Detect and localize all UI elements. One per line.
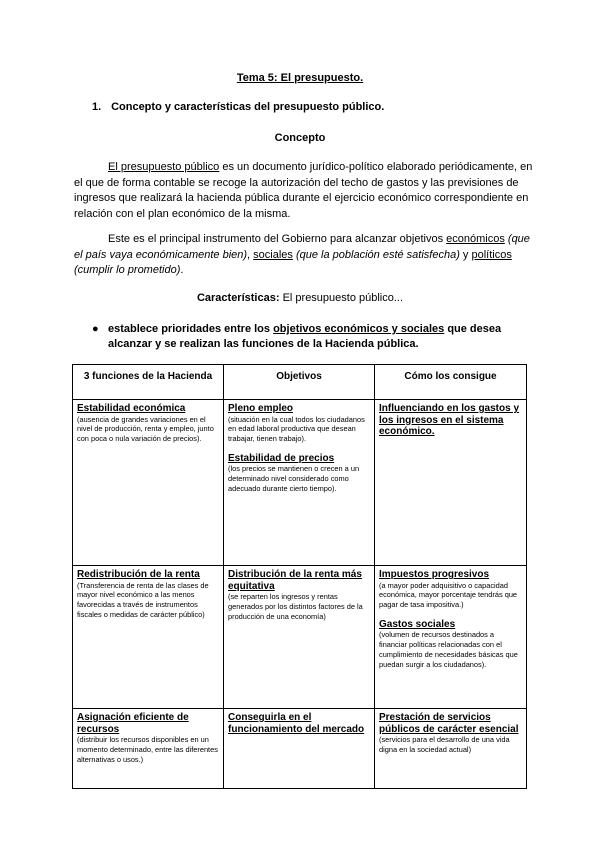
cell-heading: Prestación de servicios públicos de carácter esencial (379, 712, 519, 735)
table-row (73, 566, 527, 709)
cell-heading: Impuestos progresivos (379, 569, 490, 580)
objectives-intro: Este es el principal instrumento del Gobierno para alcanzar objetivos (108, 233, 447, 245)
header-funciones: 3 funciones de la Hacienda (73, 365, 224, 400)
cell-heading: Estabilidad de precios (228, 452, 335, 464)
cell-text: (distribuir los recursos disponibles en un momento determinado, entre las diferentes alternativas o usos.) (77, 735, 218, 764)
bullet-dot-icon: ● (92, 323, 99, 335)
cell-text: (situación en la cual todos los ciudadanos en edad laboral productiva que desean trabajar, tienen trabajo). (228, 414, 365, 444)
note-politicos: (cumplir lo prometido) (74, 264, 181, 276)
cell-heading: Estabilidad económica (77, 403, 186, 414)
caracteristicas-text: El presupuesto público... (279, 292, 404, 304)
section-heading (92, 101, 384, 113)
table-row (73, 400, 527, 566)
paragraph-objectives (74, 232, 534, 279)
header-como: Cómo los consigue (375, 365, 527, 400)
table-cell (375, 709, 527, 789)
table-header-row (73, 365, 527, 400)
cell-heading: Conseguirla en el funcionamiento del mercado (228, 712, 365, 735)
cell-heading: Distribución de la renta más equitativa (228, 569, 362, 592)
cell-text: (servicios para el desarrollo de una vida digna en la sociedad actual) (379, 735, 510, 754)
table-cell (224, 566, 375, 709)
cell-text: (volumen de recursos destinados a financiar políticas relacionadas con el cumplimiento de necesidades básicas que puedan surgir a los ciudadanos). (379, 630, 518, 669)
cell-text: (Transferencia de renta de las clases de mayor nivel económico a las menos favorecidas a través de instrumentos fiscales o medidas de carácter público) (77, 580, 209, 619)
caracteristicas-label: Características: (196, 292, 280, 304)
conjunction-y: y (459, 248, 472, 261)
caracteristicas-line (0, 292, 600, 304)
bullet-text-a: establece prioridades entre los (108, 323, 274, 335)
term-presupuesto-publico: El presupuesto público (108, 161, 220, 173)
table-cell (375, 566, 527, 709)
bullet-item (92, 322, 538, 352)
section-title: Concepto y características del presupuesto público. (111, 101, 385, 113)
subheading-concepto: Concepto (274, 132, 326, 144)
cell-heading: Influenciando en los gastos y los ingresos en el sistema económico. (379, 403, 520, 437)
header-objetivos: Objetivos (224, 365, 375, 400)
table-cell (73, 566, 224, 709)
table-cell (224, 709, 375, 789)
table-cell (73, 709, 224, 789)
table-cell (73, 400, 224, 566)
document-title: Tema 5: El presupuesto. (236, 72, 364, 84)
definition-text: es un documento jurídico-político elaborado periódicamente, en el que de forma contable se recoge la autorización del techo de gastos y las previsiones de ingresos que realizará la hacienda pública durante el ejercicio económico correspondiente en relación con el plan económico de la misma. (74, 161, 533, 220)
term-politicos: políticos (471, 248, 512, 261)
cell-text: (se reparten los ingresos y rentas generados por los distintos factores de la producción de una economía) (228, 592, 363, 621)
table-cell (224, 400, 375, 566)
note-economicos: (que el país vaya económicamente bien) (74, 233, 530, 261)
bullet-text-b: que desea alcanzar y se realizan las funciones de la Hacienda pública. (108, 323, 502, 350)
comma-separator: , (247, 248, 254, 261)
functions-table (72, 364, 527, 789)
term-economicos: económicos (446, 233, 505, 245)
table-row (73, 709, 527, 789)
note-sociales: (que la población esté satisfecha) (295, 248, 460, 261)
cell-text: (a mayor poder adquisitivo o capacidad económica, mayor porcentaje tendrás que pagar de tasa impositiva.) (379, 580, 518, 610)
section-number: 1. (92, 101, 102, 113)
bullet-underlined: objetivos económicos y sociales (273, 323, 445, 335)
cell-heading: Gastos sociales (379, 618, 456, 630)
cell-text: (ausencia de grandes variaciones en el nivel de producción, renta y empleo, junto con poca o nula variación de precios). (77, 414, 214, 444)
table-cell (375, 400, 527, 566)
term-sociales: sociales (253, 248, 293, 261)
cell-heading: Redistribución de la renta (77, 569, 200, 580)
cell-text: (los precios se mantienen o crecen a un determinado nivel considerado como adecuado durante cierto tiempo). (228, 464, 360, 493)
cell-heading: Asignación eficiente de recursos (77, 712, 189, 735)
sentence-end: . (180, 264, 184, 276)
cell-heading: Pleno empleo (228, 403, 294, 414)
paragraph-definition (74, 160, 534, 222)
